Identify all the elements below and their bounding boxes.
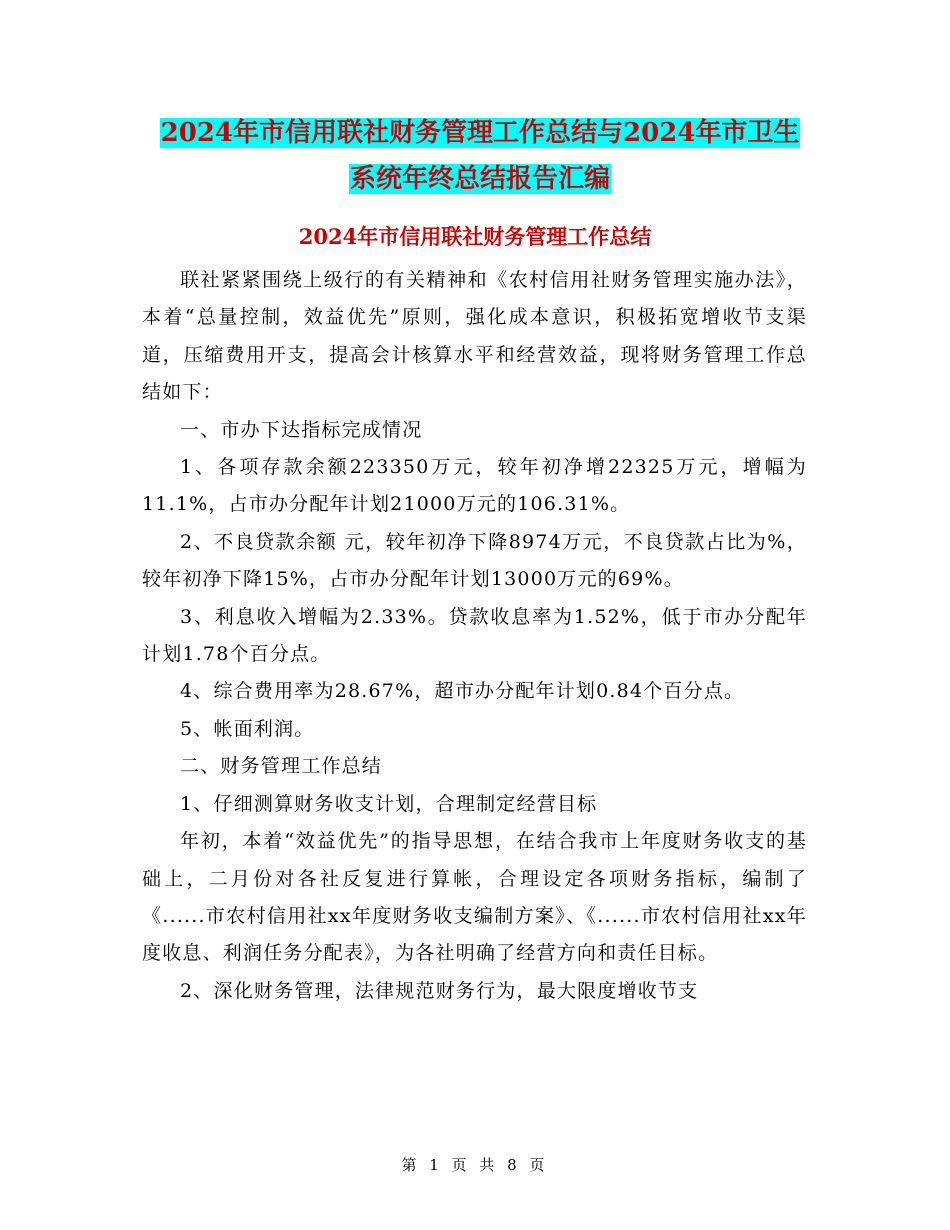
- paragraph: 一、市办下达指标完成情况: [180, 418, 423, 441]
- page-footer: 第 1 页 共 8 页: [401, 1156, 549, 1174]
- paragraph: 二、财务管理工作总结: [180, 755, 383, 778]
- paragraph: 联社紧紧围绕上级行的有关精神和《农村信用社财务管理实施办法》，本着“总量控制，效益优先”原则，强化成本意识，积极拓宽增收节支渠道，压缩费用开支，提高会计核算水平和经营效益，现将财务管理工作总结如下：: [142, 269, 807, 404]
- title-line-1: 2024年市信用联社财务管理工作总结与2024年市卫生: [160, 118, 800, 148]
- paragraph: 4、综合费用率为28.67%，超市办分配年计划0.84个百分点。: [180, 680, 745, 703]
- paragraph: 1、各项存款余额223350万元，较年初净增22325万元，增幅为11.1%，占市办分配年计划21000万元的106.31%。: [142, 456, 807, 516]
- section-title: 2024年市信用联社财务管理工作总结: [298, 224, 652, 249]
- paragraph: 年初，本着“效益优先”的指导思想，在结合我市上年度财务收支的基础上，二月份对各社反复进行算帐，合理设定各项财务指标，编制了《......市农村信用社xx年度财务收支编制方案》、《......市农村信用社xx年度收息、利润任务分配表》，为各社明确了经营方向和责任目标。: [142, 830, 807, 965]
- paragraph: 5、帐面利润。: [180, 717, 315, 740]
- document-body: [142, 262, 807, 1010]
- paragraph: 2、深化财务管理，法律规范财务行为，最大限度增收节支: [180, 979, 699, 1002]
- paragraph: 1、仔细测算财务收支计划，合理制定经营目标: [180, 792, 598, 815]
- paragraph: 3、利息收入增幅为2.33%。贷款收息率为1.52%，低于市办分配年计划1.78个百分点。: [142, 605, 807, 666]
- paragraph: 2、不良贷款余额 元，较年初净下降8974万元，不良贷款占比为%，较年初净下降15%，占市办分配年计划13000万元的69%。: [142, 530, 807, 591]
- title-line-2: 系统年终总结报告汇编: [349, 164, 610, 194]
- document-title: [140, 110, 820, 202]
